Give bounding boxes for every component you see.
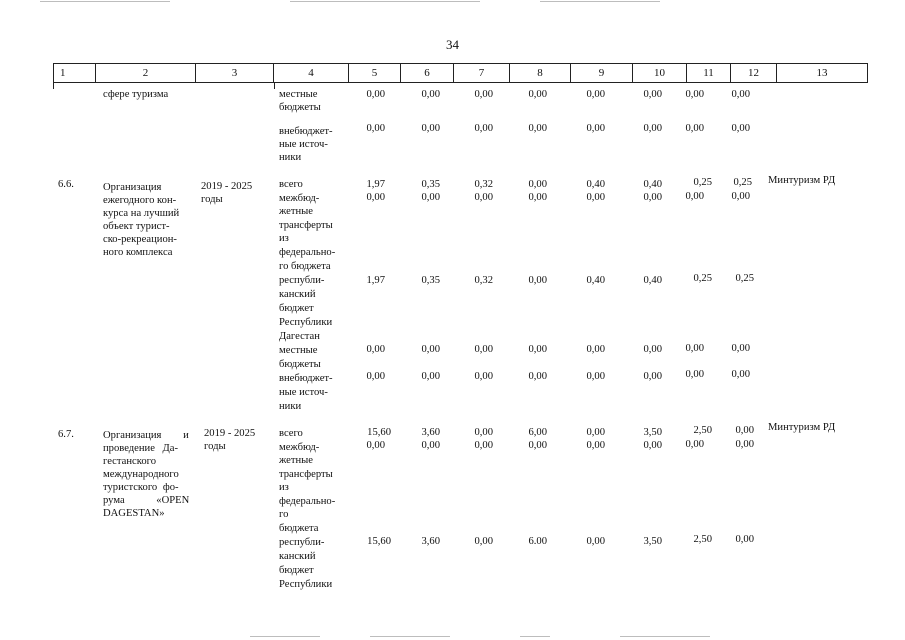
label-line: всего bbox=[279, 179, 303, 190]
value-cell: 0,00 bbox=[421, 192, 440, 203]
scan-edge-mark bbox=[40, 1, 170, 2]
value-cell: 0,00 bbox=[685, 89, 704, 100]
value-cell: 1,97 bbox=[366, 179, 385, 190]
value-cell: 0,00 bbox=[474, 427, 493, 438]
label-line: местные bbox=[279, 345, 318, 356]
label-line: бюджет bbox=[279, 303, 314, 314]
table-header bbox=[53, 63, 868, 83]
scan-edge-mark bbox=[520, 636, 550, 637]
value-cell: 0,40 bbox=[586, 275, 605, 286]
value-cell: 15,60 bbox=[367, 536, 391, 547]
col-header-12: 12 bbox=[731, 64, 777, 82]
column-rule bbox=[53, 83, 54, 89]
value-cell: 15,60 bbox=[367, 427, 391, 438]
value-cell: 3,50 bbox=[643, 427, 662, 438]
col-header-4: 4 bbox=[274, 64, 349, 82]
value-cell: 0,00 bbox=[474, 89, 493, 100]
value-cell: 0,00 bbox=[474, 123, 493, 134]
column-rule bbox=[274, 83, 275, 89]
value-cell: 1,97 bbox=[366, 275, 385, 286]
label-line: Республики bbox=[279, 579, 333, 590]
value-cell: 0,40 bbox=[643, 179, 662, 190]
value-cell: 0,00 bbox=[528, 371, 547, 382]
item-name-line: ного комплекса bbox=[103, 247, 173, 258]
value-cell: 0,40 bbox=[643, 275, 662, 286]
value-cell: 0,00 bbox=[421, 123, 440, 134]
value-cell: 0,00 bbox=[643, 89, 662, 100]
page-number: 34 bbox=[446, 37, 459, 52]
value-cell: 0,00 bbox=[685, 369, 704, 380]
value-cell: 0,00 bbox=[685, 191, 704, 202]
value-cell: 0,00 bbox=[421, 344, 440, 355]
item-name-continuation: сфере туризма bbox=[103, 89, 169, 100]
value-cell: 0,00 bbox=[366, 371, 385, 382]
label-line: из bbox=[279, 233, 289, 244]
label-line: го бюджета bbox=[279, 261, 331, 272]
value-cell: 0,00 bbox=[366, 192, 385, 203]
label-line: канский bbox=[279, 551, 316, 562]
label-line: ники bbox=[279, 401, 302, 412]
item-name-line: рума «OPEN bbox=[103, 495, 190, 506]
value-cell: 3,50 bbox=[643, 536, 662, 547]
value-cell: 0,35 bbox=[421, 179, 440, 190]
label-line: жетные bbox=[279, 206, 314, 217]
value-cell: 0,00 bbox=[528, 344, 547, 355]
value-cell: 0,00 bbox=[586, 123, 605, 134]
value-cell: 0,00 bbox=[643, 123, 662, 134]
label-line: межбюд- bbox=[279, 442, 320, 453]
label-line: бюджеты bbox=[279, 102, 321, 113]
value-cell: 0,00 bbox=[474, 536, 493, 547]
col-header-8: 8 bbox=[510, 64, 571, 82]
label-line: бюджета bbox=[279, 523, 319, 534]
value-cell: 0,00 bbox=[735, 439, 754, 450]
value-cell: 0,00 bbox=[586, 344, 605, 355]
value-cell: 0,00 bbox=[421, 440, 440, 451]
value-cell: 0,00 bbox=[528, 275, 547, 286]
value-cell: 3,60 bbox=[421, 427, 440, 438]
value-cell: 0,00 bbox=[586, 536, 605, 547]
value-cell: 0,25 bbox=[733, 177, 752, 188]
value-cell: 0,00 bbox=[731, 369, 750, 380]
label-line: трансферты bbox=[279, 469, 333, 480]
value-cell: 0,00 bbox=[685, 439, 704, 450]
value-cell: 0,00 bbox=[421, 89, 440, 100]
scan-edge-mark bbox=[250, 636, 320, 637]
item-name-line: проведение Да- bbox=[103, 443, 179, 454]
value-cell: 0,00 bbox=[731, 343, 750, 354]
value-cell: 0,00 bbox=[474, 440, 493, 451]
value-cell: 0,00 bbox=[474, 371, 493, 382]
value-cell: 0,00 bbox=[474, 344, 493, 355]
item-name-line: Организация bbox=[103, 182, 162, 193]
label-line: бюджет bbox=[279, 565, 314, 576]
label-line: бюджеты bbox=[279, 359, 321, 370]
label-line: ные источ- bbox=[279, 139, 328, 150]
value-cell: 6,00 bbox=[528, 427, 547, 438]
value-cell: 0,00 bbox=[586, 427, 605, 438]
executor: Минтуризм РД bbox=[768, 422, 836, 433]
period-line: годы bbox=[204, 441, 226, 452]
label-line: межбюд- bbox=[279, 193, 320, 204]
value-cell: 0,00 bbox=[528, 123, 547, 134]
label-line: жетные bbox=[279, 455, 314, 466]
value-cell: 0,40 bbox=[586, 179, 605, 190]
value-cell: 0,00 bbox=[586, 440, 605, 451]
value-cell: 0,00 bbox=[643, 344, 662, 355]
value-cell: 0,00 bbox=[586, 89, 605, 100]
value-cell: 6.00 bbox=[528, 536, 547, 547]
value-cell: 0,00 bbox=[643, 192, 662, 203]
item-name-line: гестанского bbox=[103, 456, 156, 467]
value-cell: 0,35 bbox=[421, 275, 440, 286]
executor: Минтуризм РД bbox=[768, 175, 836, 186]
value-cell: 0,00 bbox=[366, 344, 385, 355]
item-name-line: объект турист- bbox=[103, 221, 170, 232]
col-header-1: 1 bbox=[54, 64, 96, 82]
value-cell: 0,00 bbox=[735, 534, 754, 545]
value-cell: 0,00 bbox=[366, 123, 385, 134]
col-header-7: 7 bbox=[454, 64, 510, 82]
label-line: канский bbox=[279, 289, 316, 300]
item-name-line: ско-рекреацион- bbox=[103, 234, 177, 245]
value-cell: 0,00 bbox=[366, 440, 385, 451]
value-cell: 0,25 bbox=[693, 273, 712, 284]
item-number: 6.7. bbox=[58, 429, 74, 440]
value-cell: 0,00 bbox=[528, 192, 547, 203]
label-line: ники bbox=[279, 152, 302, 163]
label-line: внебюджет- bbox=[279, 126, 333, 137]
item-name-line: международного bbox=[103, 469, 179, 480]
value-cell: 0,00 bbox=[586, 192, 605, 203]
label-line: республи- bbox=[279, 537, 325, 548]
value-cell: 2,50 bbox=[693, 425, 712, 436]
value-cell: 0,25 bbox=[693, 177, 712, 188]
value-cell: 0,32 bbox=[474, 179, 493, 190]
value-cell: 0,00 bbox=[528, 440, 547, 451]
label-line: республи- bbox=[279, 275, 325, 286]
col-header-5: 5 bbox=[349, 64, 401, 82]
label-line: го bbox=[279, 509, 289, 520]
scan-edge-mark bbox=[540, 1, 660, 2]
label-line: трансферты bbox=[279, 220, 333, 231]
value-cell: 0,00 bbox=[528, 179, 547, 190]
value-cell: 0,00 bbox=[643, 440, 662, 451]
value-cell: 0,00 bbox=[731, 191, 750, 202]
period-line: 2019 - 2025 bbox=[204, 428, 256, 439]
label-line: Республики bbox=[279, 317, 333, 328]
value-cell: 2,50 bbox=[693, 534, 712, 545]
label-line: из bbox=[279, 482, 289, 493]
value-cell: 0,00 bbox=[731, 89, 750, 100]
item-number: 6.6. bbox=[58, 179, 74, 190]
value-cell: 0,00 bbox=[731, 123, 750, 134]
value-cell: 0,00 bbox=[643, 371, 662, 382]
label-line: всего bbox=[279, 428, 303, 439]
period-line: годы bbox=[201, 194, 223, 205]
value-cell: 0,32 bbox=[474, 275, 493, 286]
scan-edge-mark bbox=[620, 636, 710, 637]
item-name-line: туристского фо- bbox=[103, 482, 179, 493]
value-cell: 0,00 bbox=[685, 123, 704, 134]
label-line: местные bbox=[279, 89, 318, 100]
value-cell: 3,60 bbox=[421, 536, 440, 547]
label-line: федерально- bbox=[279, 496, 336, 507]
value-cell: 0,00 bbox=[474, 192, 493, 203]
value-cell: 0,00 bbox=[735, 425, 754, 436]
label-line: внебюджет- bbox=[279, 373, 333, 384]
col-header-6: 6 bbox=[401, 64, 454, 82]
label-line: ные источ- bbox=[279, 387, 328, 398]
value-cell: 0,00 bbox=[421, 371, 440, 382]
value-cell: 0,00 bbox=[586, 371, 605, 382]
item-name-line: Организация и bbox=[103, 430, 189, 441]
item-name-line: курса на лучший bbox=[103, 208, 180, 219]
label-line: федерально- bbox=[279, 247, 336, 258]
value-cell: 0,25 bbox=[735, 273, 754, 284]
item-name-line: DAGESTAN» bbox=[103, 508, 165, 519]
col-header-11: 11 bbox=[687, 64, 731, 82]
col-header-9: 9 bbox=[571, 64, 633, 82]
value-cell: 0,00 bbox=[685, 343, 704, 354]
scan-edge-mark bbox=[370, 636, 450, 637]
period-line: 2019 - 2025 bbox=[201, 181, 253, 192]
col-header-2: 2 bbox=[96, 64, 196, 82]
col-header-10: 10 bbox=[633, 64, 687, 82]
col-header-3: 3 bbox=[196, 64, 274, 82]
item-name-line: ежегодного кон- bbox=[103, 195, 177, 206]
label-line: Дагестан bbox=[279, 331, 320, 342]
value-cell: 0,00 bbox=[528, 89, 547, 100]
col-header-13: 13 bbox=[816, 67, 828, 79]
value-cell: 0,00 bbox=[366, 89, 385, 100]
scan-edge-mark bbox=[290, 1, 480, 2]
